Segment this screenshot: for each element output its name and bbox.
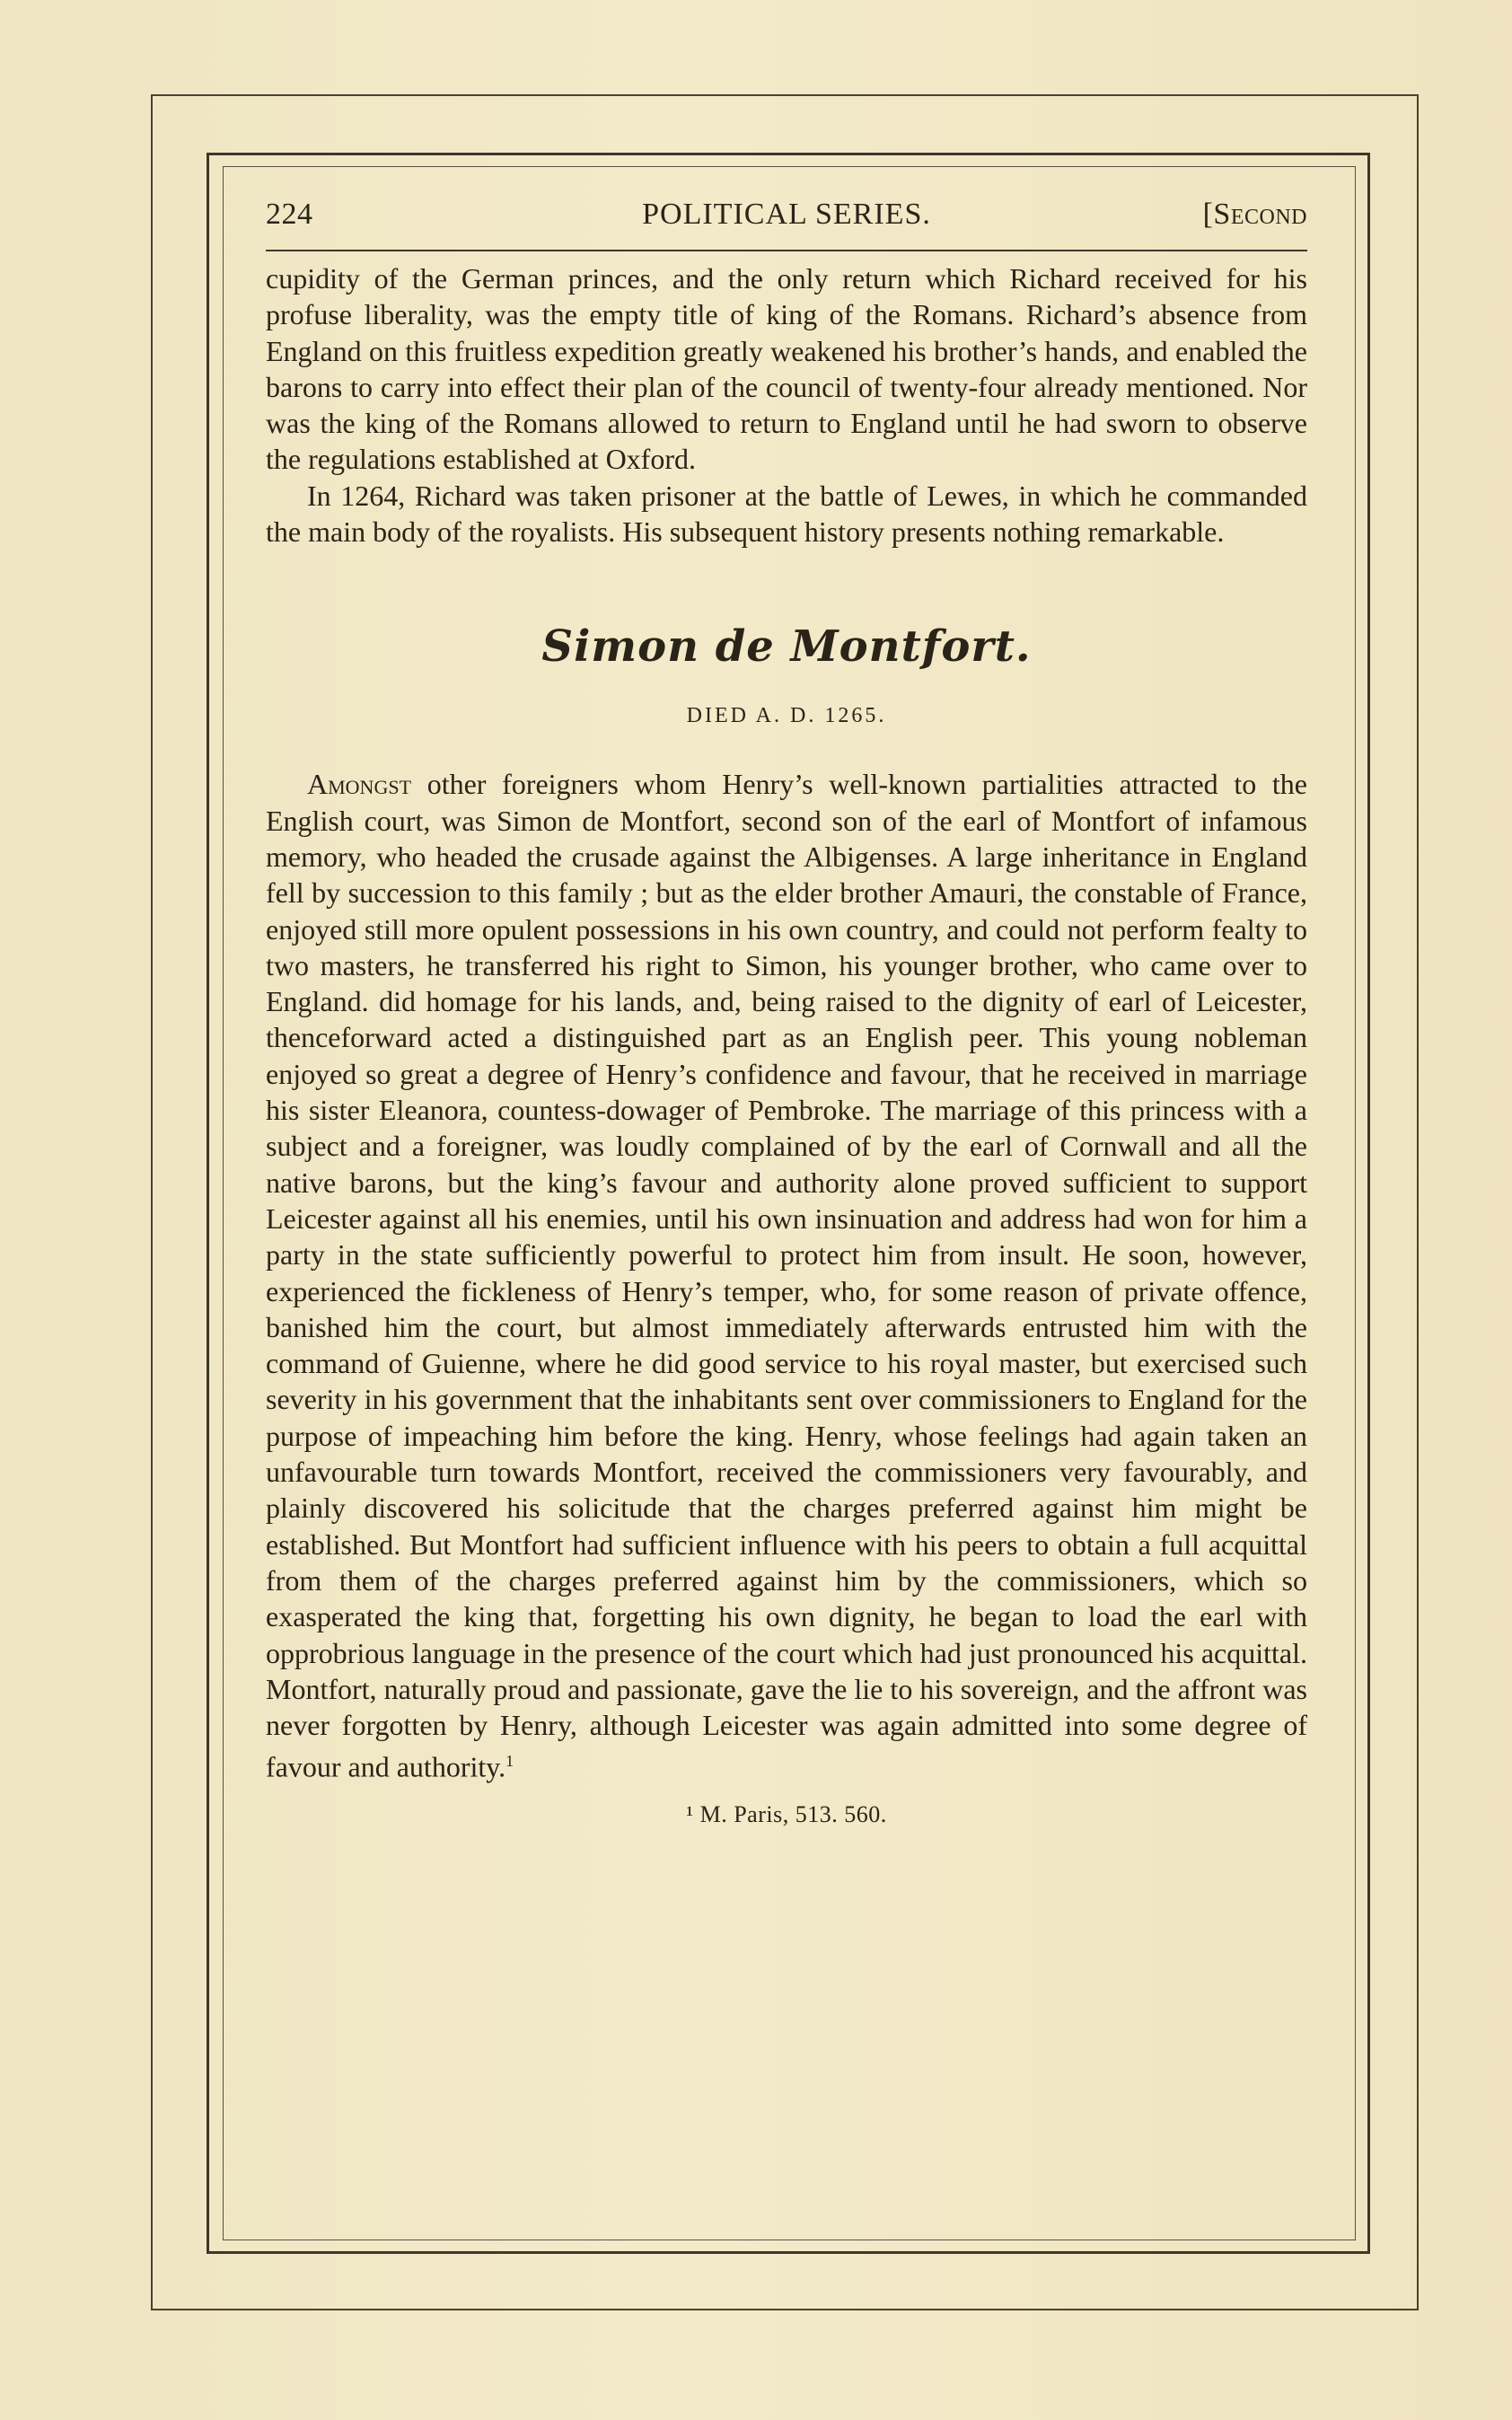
died-date: DIED A. D. 1265. xyxy=(686,704,887,728)
page-number: 224 xyxy=(266,198,313,231)
footnote-marker: 1 xyxy=(505,1752,514,1771)
series-title: POLITICAL SERIES. xyxy=(642,198,931,231)
running-head xyxy=(266,198,1307,237)
header-rule xyxy=(266,250,1307,251)
section-heading: Simon de Montfort. xyxy=(541,621,1032,673)
paragraph-continued: cupidity of the German princes, and the only return which Richard received for his profuse liberality, was the empty title of king of the Romans. Richard’s absence from England on this fruitless expedition greatly weakened his brother’s hands, and enabled the barons to carry into effect their plan of the council of twenty-four already mentioned. Nor was the king of the Romans allowed to return to England until he had sworn to observe the regulations established at Oxford. xyxy=(266,262,1307,476)
page-content xyxy=(266,198,1307,1828)
paragraph-richard-lewes: In 1264, Richard was taken prisoner at the battle of Lewes, in which he commanded the main body of the royalists. His subsequent history presents nothing remarkable. xyxy=(266,479,1307,549)
montfort-body: other foreigners whom Henry’s well-known partialities attracted to the English court, was Simon de Montfort, second son of the earl of Montfort of infamous memory, who headed the crusade against the Albigenses. A large inheritance in England fell by succession to this family ; but as the elder brother Amauri, the constable of France, enjoyed still more opulent possessions in his own country, and could not perform fealty to two masters, he transferred his right to Simon, his younger brother, who came over to England. did homage for his lands, and, being raised to the dignity of earl of Leicester, thenceforward acted a distinguished part as an English peer. This young nobleman enjoyed so great a degree of Henry’s confidence and favour, that he received in marriage his sister Eleanora, countess-dowager of Pembroke. The marriage of this princess with a subject and a foreigner, was loudly complained of by the earl of Cornwall and all the native barons, but the king’s favour and authority alone proved sufficient to support Leicester against all his enemies, until his own insinuation and address had won for him a party in the state sufficiently powerful to protect him from insult. He soon, however, experienced the fickleness of Henry’s temper, who, for some reason of private offence, banished him the court, but almost immediately afterwards entrusted him with the command of Guienne, where he did good service to his royal master, but exercised such severity in his government that the inhabitants sent over commissioners to England for the purpose of impeaching him before the king. Henry, whose feelings had again taken an unfavourable turn towards Montfort, received the commissioners very favourably, and plainly discovered his solicitude that the charges preferred against him might be established. But Montfort had sufficient influence with his peers to obtain a full acquittal from them of the charges preferred against him by the commissioners, which so exasperated the king that, forgetting his own dignity, he began to load the earl with opprobrious language in the presence of the court which had just pronounced his acquittal. Montfort, naturally proud and passionate, gave the lie to his sovereign, and the affront was never forgotten by Henry, although Leicester was again admitted into some degree of favour and authority. xyxy=(266,768,1308,1784)
paragraph-montfort xyxy=(266,766,1307,1785)
running-head-right: [Second xyxy=(1202,198,1307,231)
lead-word: Amongst xyxy=(307,768,412,801)
footnote: ¹ M. Paris, 513. 560. xyxy=(686,1801,887,1828)
